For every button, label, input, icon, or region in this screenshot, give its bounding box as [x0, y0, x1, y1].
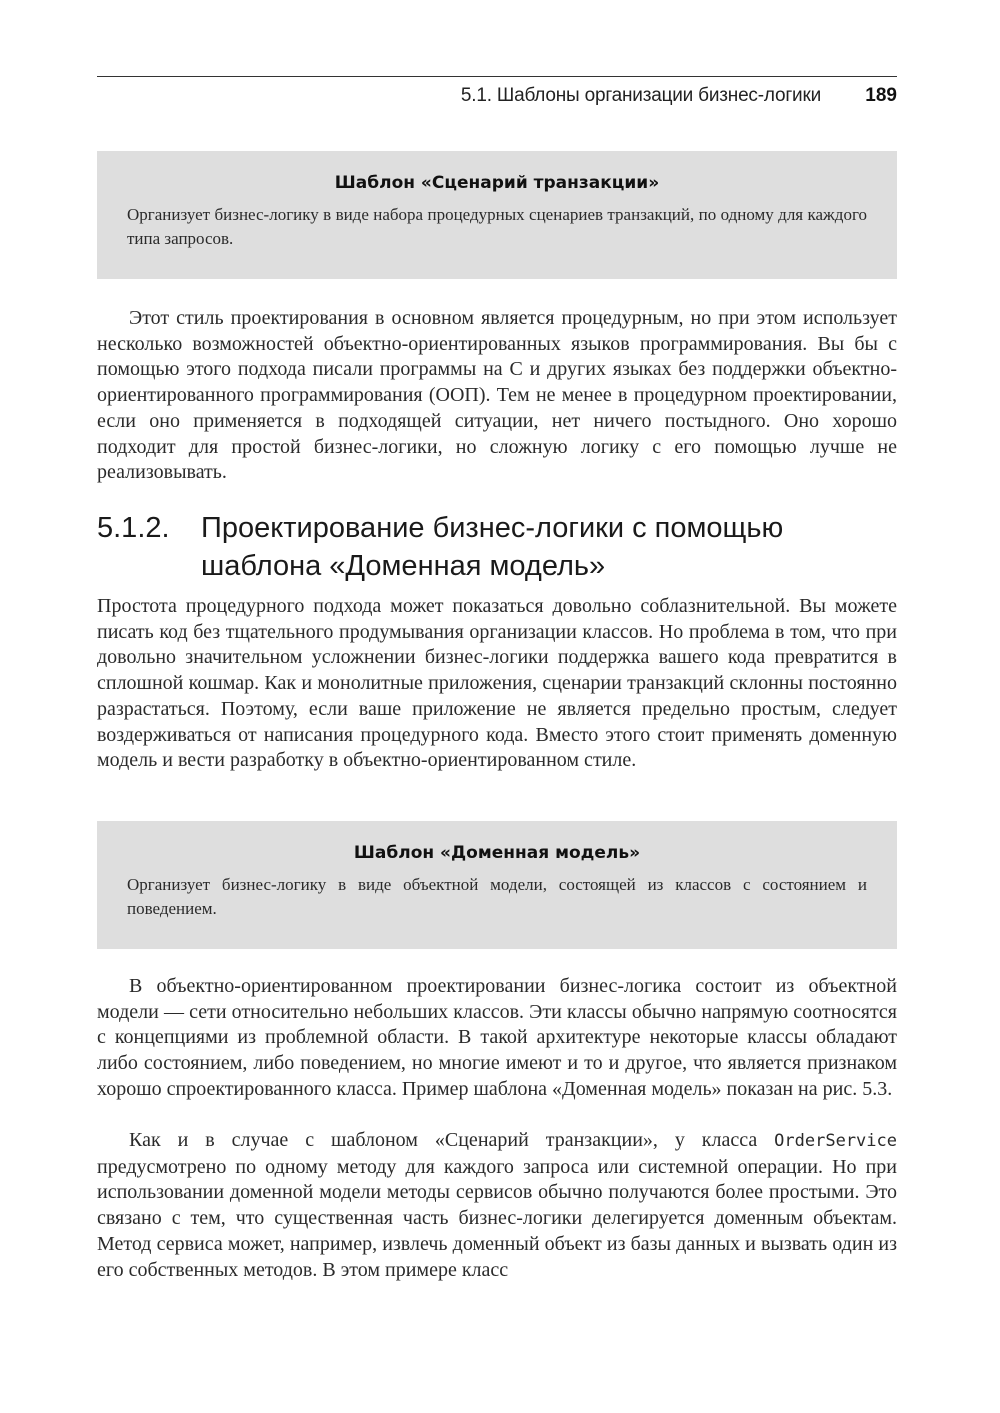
paragraph-text: предусмотрено по одному методу для каждого запроса или системной операции. Но при использовании доменной модели методы сервисов обычно получаются более простыми. Это связано с тем, что существенная часть бизнес-логики делегируется доменным объектам. Метод сервиса может, например, извлечь доменный объект из базы данных и вызвать один из его собственных методов. В этом примере класс — [97, 1155, 897, 1281]
running-header-section-title: 5.1. Шаблоны организации бизнес-логики — [460, 85, 821, 106]
pattern-box-description: Организует бизнес-логику в виде объектной модели, состоящей из классов с состоянием и поведением. — [127, 875, 867, 918]
body-paragraph: В объектно-ориентированном проектировании бизнес-логика состоит из объектной модели — сети относительно небольших классов. Эти классы обычно напрямую соотносятся с концепциями из проблемной области. В такой архитектуре некоторые классы обладают либо состоянием, либо поведением, но многие имеют и то и другое, что является признаком хорошо спроектированного класса. Пример шаблона «Доменная модель» показан на рис. 5.3. — [97, 975, 897, 1100]
pattern-box-transaction-script — [97, 151, 897, 279]
paragraph-text: Как и в случае с шаблоном «Сценарий транзакции», у класса — [129, 1129, 775, 1151]
pattern-box-title: Шаблон «Доменная модель» — [353, 843, 641, 863]
pattern-box-description: Организует бизнес-логику в виде набора процедурных сценариев транзакций, по одному для каждого типа запросов. — [127, 205, 867, 248]
section-heading-title: Проектирование бизнес-логики с помощью шаблона «Доменная модель» — [201, 512, 784, 582]
body-paragraph: Этот стиль проектирования в основном является процедурным, но при этом использует несколько возможностей объектно-ориентированных языков программирования. Вы бы с помощью этого подхода писали программы на C и других языках без поддержки объектно-ориентированного программирования (ООП). Тем не менее в процедурном проектировании, если оно применяется в подходящей ситуации, нет ничего постыдного. Оно хорошо подходит для простой бизнес-логики, но сложную логику с его помощью лучше не реализовывать. — [97, 307, 897, 484]
body-paragraph: Простота процедурного подхода может показаться довольно соблазнительной. Вы можете писать код без тщательного продумывания организации классов. Но проблема в том, что при довольно значительном усложнении бизнес-логики поддержка вашего кода превратится в сплошной кошмар. Как и монолитные приложения, сценарии транзакций склонны постоянно разрастаться. Поэтому, если ваше приложение не является предельно простым, следует воздерживаться от написания процедурного кода. Вместо этого стоит применять доменную модель и вести разработку в объектно-ориентированном стиле. — [97, 595, 897, 772]
page-number: 189 — [865, 85, 897, 106]
pattern-box-domain-model — [97, 821, 897, 949]
pattern-box-title: Шаблон «Сценарий транзакции» — [334, 173, 660, 193]
inline-code-class-name: OrderService — [774, 1131, 897, 1151]
body-paragraph — [97, 1128, 897, 1283]
running-header — [97, 76, 897, 115]
section-heading-number: 5.1.2. — [97, 512, 170, 544]
